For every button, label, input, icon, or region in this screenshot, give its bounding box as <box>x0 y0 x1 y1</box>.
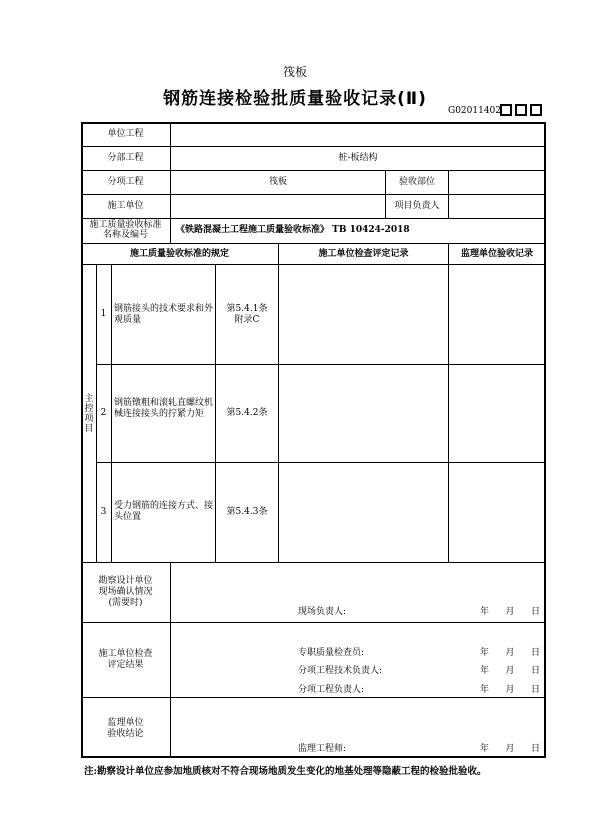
item-1-desc: 钢筋接头的技术要求和外观质量 <box>114 304 214 325</box>
constructor-check-label-line-1: 施工单位检查 <box>98 649 153 659</box>
supervisor-conclusion-label-line-1: 监理单位 <box>107 718 144 728</box>
date-day: 日 <box>530 648 540 658</box>
item-3-desc: 受力钢筋的连接方式、接头位置 <box>114 501 214 522</box>
form-code: G02011402 <box>448 106 501 116</box>
date-day: 日 <box>530 666 540 676</box>
column-constructor-record: 施工单位检查评定记录 <box>318 249 409 259</box>
survey-label-line-2: 现场确认情况 <box>98 587 153 597</box>
survey-signer: 现场负责人: <box>298 607 347 617</box>
item-3-constructor-cell[interactable] <box>279 463 448 562</box>
date-day: 日 <box>530 744 540 754</box>
item-3-clause: 第5.4.3条 <box>226 507 268 517</box>
unit-project-label: 单位工程 <box>107 129 144 139</box>
division-field[interactable]: 桩-板结构 <box>338 153 378 163</box>
supervisor-conclusion-label <box>81 718 170 740</box>
survey-label-line-3: (需要时) <box>108 598 143 608</box>
division-label: 分部工程 <box>107 153 144 163</box>
column-spec: 施工质量验收标准的规定 <box>129 249 229 259</box>
date-month: 月 <box>505 607 515 617</box>
item-3-no: 3 <box>100 507 107 517</box>
standard-label-line-2: 名称及编号 <box>102 230 148 240</box>
item-2-desc: 钢筋镦粗和滚轧直螺纹机械连接接头的拧紧力矩 <box>114 398 214 419</box>
survey-label-line-1: 勘察设计单位 <box>98 576 153 586</box>
main-items-label: 主控项目 <box>84 394 94 434</box>
acceptance-part-label: 验收部位 <box>398 177 435 187</box>
date-year: 年 <box>480 666 490 676</box>
subitem-lead-signer: 分项工程负责人: <box>298 685 365 695</box>
date-year: 年 <box>480 648 490 658</box>
date-month: 月 <box>505 666 515 676</box>
date-month: 月 <box>505 685 515 695</box>
subitem-label: 分项工程 <box>107 177 144 187</box>
code-box-3[interactable] <box>530 104 542 116</box>
item-2-constructor-cell[interactable] <box>279 365 448 462</box>
constructor-check-label-line-2: 评定结果 <box>107 660 144 670</box>
standard-label-line-1: 施工质量验收标准 <box>89 220 162 230</box>
date-year: 年 <box>480 607 490 617</box>
standard-label <box>81 220 170 240</box>
subitem-field[interactable]: 筏板 <box>268 177 287 187</box>
project-lead-label: 项目负责人 <box>394 201 440 211</box>
page-subtitle: 筏板 <box>282 65 307 79</box>
item-1-no: 1 <box>100 309 107 319</box>
subitem-lead-date <box>480 685 540 696</box>
tech-lead-date <box>480 666 540 677</box>
tech-lead-signer: 分项工程技术负责人: <box>298 666 383 676</box>
item-1-supervisor-cell[interactable] <box>449 265 545 364</box>
standard-value: 《铁路混凝土工程施工质量验收标准》 TB 10424-2018 <box>176 225 410 235</box>
item-2-no: 2 <box>100 408 107 418</box>
item-1-constructor-cell[interactable] <box>279 265 448 364</box>
item-3-supervisor-cell[interactable] <box>449 463 545 562</box>
item-1-clause-1: 第5.4.1条 <box>226 304 268 314</box>
date-year: 年 <box>480 685 490 695</box>
footnote: 注:勘察设计单位应参加地质核对不符合现场地质发生变化的地基处理等隐蔽工程的检验批验收。 <box>84 766 487 777</box>
construction-unit-label: 施工单位 <box>107 201 144 211</box>
code-box-1[interactable] <box>500 104 512 116</box>
date-month: 月 <box>505 744 515 754</box>
supervisor-conclusion-label-line-2: 验收结论 <box>107 729 144 739</box>
inspector-date <box>480 648 540 659</box>
column-supervisor-record: 监理单位验收记录 <box>460 249 533 259</box>
supervisor-date <box>480 744 540 755</box>
supervisor-signer: 监理工程师: <box>298 744 347 754</box>
date-day: 日 <box>530 607 540 617</box>
date-year: 年 <box>480 744 490 754</box>
item-1-clause <box>216 304 278 326</box>
page-title: 钢筋连接检验批质量验收记录(Ⅱ) <box>163 89 427 109</box>
item-1-clause-2: 附录C <box>234 315 260 325</box>
date-day: 日 <box>530 685 540 695</box>
survey-label <box>81 576 170 609</box>
item-2-clause: 第5.4.2条 <box>226 408 268 418</box>
date-month: 月 <box>505 648 515 658</box>
code-box-2[interactable] <box>515 104 527 116</box>
survey-date <box>480 607 540 618</box>
quality-inspector-signer: 专职质量检查员: <box>298 648 365 658</box>
constructor-check-label <box>81 649 170 671</box>
item-2-supervisor-cell[interactable] <box>449 365 545 462</box>
